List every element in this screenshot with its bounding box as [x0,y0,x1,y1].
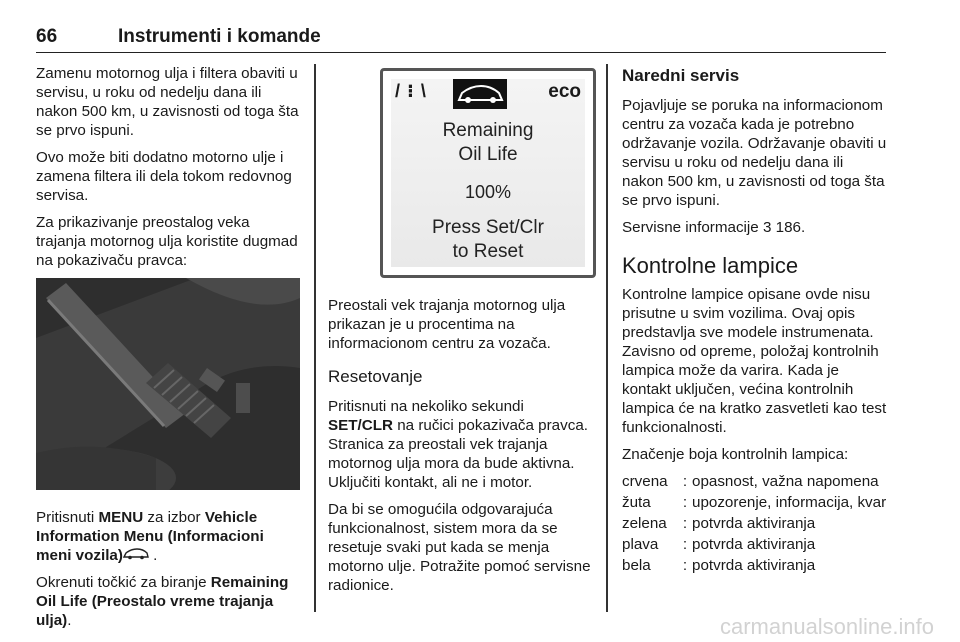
menu-name: Vehicle Information Menu (Informacioni meni vozila) [36,509,264,564]
paragraph: Da bi se omogućila odgovarajuća funkcionalnost, sistem mora da se resetuje svaki put kada se menja motorno ulje. Potražite pomoć servisne radionice. [328,501,591,594]
paragraph: Ovo može biti dodatno motorno ulje i zamena filtera ili dela tokom redovnog servisa. [36,149,292,204]
column-divider [606,64,608,612]
section-heading-service: Naredni servis [622,66,740,85]
watermark: carmanualsonline.info [719,614,934,639]
car-icon [123,546,149,565]
vehicle-icon [453,79,507,109]
paragraph: Zamenu motornog ulja i filtera obaviti u servisu, u roku od nedelju dana ili nakon 500 km, u zavisnosti od toga šta se prvo ispuni. [36,65,299,139]
table-row: crvena : opasnost, važna napomena [622,473,879,490]
table-row: plava : potvrda aktiviranja [622,536,816,553]
paragraph: Okrenuti točkić za biranje Remaining Oil Life (Preostalo vreme trajanja ulja). [36,574,289,630]
paragraph: Pritisnuti na nekoliko sekundi SET/CLR na ručici pokazivača pravca. Stranica za preostali vek trajanja motornog ulja mora da bude aktivna. Uključiti kontakt, ali ne i motor. [328,398,588,491]
lever-illustration [36,278,300,490]
menu-item-name: Remaining Oil Life (Preostalo vreme trajanja ulja) [36,574,289,630]
section-heading-lamps: Kontrolne lampice [622,253,799,278]
page-number: 66 [36,26,58,47]
eco-label: eco [548,81,581,102]
table-row: žuta : upozorenje, informacija, kvar [622,494,887,511]
display-topbar [391,79,585,109]
turn-signal-lever-photo [36,278,300,490]
menu-button-label: MENU [98,509,144,526]
paragraph: Preostali vek trajanja motornog ulja prikazan je u procentima na informacionom centru za vozača. [328,297,566,352]
driver-info-display [380,68,596,278]
chapter-title: Instrumenti i komande [118,26,321,47]
column-middle [328,64,592,603]
paragraph: Kontrolne lampice opisane ovde nisu prisutne u svim vozilima. Ovaj opis predstavlja sve modele instrumenata. Zavisno od opreme, položaj kontrolnih lampica može da varira. Kada je kontakt uključen, većina kontrolnih lampica će na kratko zasvetleti kao test funkcionalnosti. [622,286,887,436]
paragraph: Pritisnuti MENU za izbor Vehicle Information Menu (Informacioni meni vozila) . [36,509,264,564]
display-line-4: to Reset [452,241,524,262]
paragraph: Za prikazivanje preostalog veka trajanja motornog ulja koristite dugmad na pokazivaču pravca: [36,214,298,269]
display-line-2: Oil Life [458,144,518,165]
lamp-color-table [622,472,886,577]
page-header [36,26,886,53]
road-icon: / ⁝ \ [395,81,427,101]
set-clr-label: SET/CLR [328,417,393,434]
paragraph: Servisne informacije 3 186. [622,219,806,236]
display-screen [391,79,585,267]
display-line-1: Remaining [442,120,534,141]
table-row: zelena : potvrda aktiviranja [622,515,816,532]
table-row: bela : potvrda aktiviranja [622,557,816,574]
oil-life-percent: 100% [464,182,512,202]
column-divider [314,64,316,612]
paragraph: Značenje boja kontrolnih lampica: [622,446,849,463]
display-line-3: Press Set/Clr [432,217,544,238]
page-reference: 3 186. [762,219,806,236]
paragraph: Pojavljuje se poruka na informacionom centru za vozača kada je potrebno održavanje vozila. Održavanje obaviti u servisu u roku od nedelju dana ili nakon 500 km, u zavisnosti od toga šta se prvo ispuni. [622,97,887,209]
column-right [622,64,888,577]
column-left [36,64,302,638]
section-heading-reset: Resetovanje [328,367,423,386]
